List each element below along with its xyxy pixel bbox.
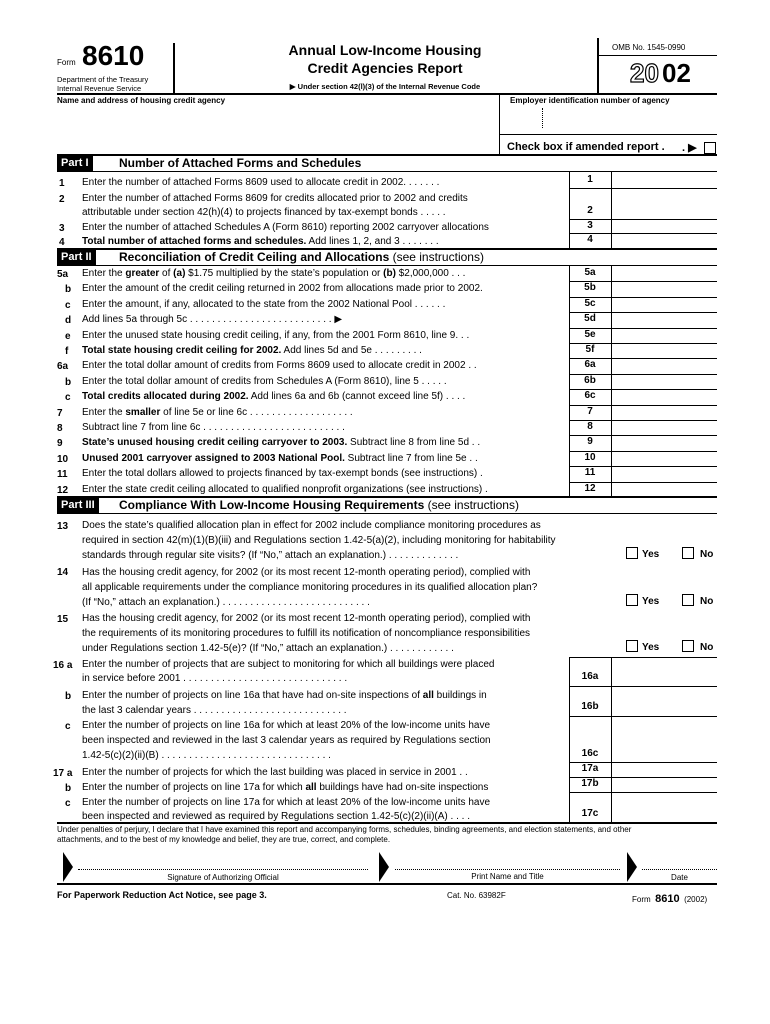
agency-name-label: Name and address of housing credit agency: [57, 96, 226, 105]
part3-tag: Part III: [57, 498, 99, 513]
signature-field[interactable]: [78, 869, 368, 870]
irs-label: Internal Revenue Service: [57, 84, 142, 93]
q13-no-checkbox[interactable]: [682, 547, 694, 559]
print-arrow-icon: [379, 852, 389, 882]
line-17b-entry[interactable]: [612, 778, 717, 792]
line-8-entry[interactable]: [612, 421, 717, 435]
line-label-16c: 16c: [581, 748, 599, 759]
amended-report-checkbox[interactable]: [704, 142, 716, 154]
line-label-5a: 5a: [584, 267, 596, 278]
omb-number: OMB No. 1545-0990: [612, 43, 686, 52]
tax-year-outline: 20: [630, 58, 659, 88]
part2-tag: Part II: [57, 250, 96, 265]
q15-yes-checkbox[interactable]: [626, 640, 638, 652]
line-label-17a: 17a: [581, 763, 599, 774]
line-label-6b: 6b: [584, 375, 596, 386]
form-label: Form: [57, 58, 76, 67]
line-16b-entry[interactable]: [612, 700, 717, 715]
print-name-label: Print Name and Title: [471, 872, 544, 881]
paperwork-notice: For Paperwork Reduction Act Notice, see page 3.: [57, 890, 267, 900]
q15-no-checkbox[interactable]: [682, 640, 694, 652]
agency-name-field[interactable]: [57, 108, 497, 153]
part1-title: Number of Attached Forms and Schedules: [119, 156, 362, 170]
footer-form-id: Form 8610 (2002): [632, 893, 708, 905]
line-label-10: 10: [584, 452, 596, 463]
line-4-entry[interactable]: [612, 234, 717, 248]
sign-here-arrow-icon: [63, 852, 73, 882]
line-label-6c: 6c: [584, 390, 596, 401]
part1-tag: Part I: [57, 156, 93, 171]
line-label-11: 11: [584, 467, 596, 478]
line-10-entry[interactable]: [612, 452, 717, 466]
line-label-3: 3: [587, 220, 593, 231]
line-label-5d: 5d: [584, 313, 596, 324]
line-label-5e: 5e: [584, 329, 596, 340]
part3-title: Compliance With Low-Income Housing Requirements: [119, 498, 425, 512]
line-label-7: 7: [587, 406, 593, 417]
form-number: 8610: [82, 40, 145, 71]
line-label-8: 8: [587, 421, 593, 432]
line-label-9: 9: [587, 436, 593, 447]
date-field[interactable]: [642, 869, 717, 870]
line-5b-entry[interactable]: [612, 282, 717, 296]
dept-treasury: Department of the Treasury: [57, 75, 149, 84]
amended-report-label: Check box if amended report .: [507, 141, 665, 153]
perjury-statement-line2: attachments, and to the best of my knowledge and belief, they are true, correct, and complete.: [57, 835, 391, 844]
part2-title: Reconciliation of Credit Ceiling and Allocations: [119, 250, 390, 264]
arrow-right-icon: . ▶: [682, 142, 697, 154]
line-17a-entry[interactable]: [612, 763, 717, 777]
line-label-4: 4: [587, 234, 593, 245]
line-5c-entry[interactable]: [612, 298, 717, 312]
line-17c-entry[interactable]: [612, 807, 717, 821]
line-label-5b: 5b: [584, 282, 596, 293]
line-6c-entry[interactable]: [612, 390, 717, 404]
line-12-entry[interactable]: [612, 483, 717, 497]
print-name-field[interactable]: [395, 869, 620, 870]
q14-yes-checkbox[interactable]: [626, 594, 638, 606]
line-label-17b: 17b: [581, 778, 599, 789]
perjury-statement-line1: Under penalties of perjury, I declare that I have examined this report and accompanying forms, schedules, binding agreements, and election statements, and other: [57, 825, 632, 834]
line-label-16b: 16b: [581, 701, 599, 712]
line-9-entry[interactable]: [612, 436, 717, 450]
q14-no-checkbox[interactable]: [682, 594, 694, 606]
line-label-5c: 5c: [584, 298, 596, 309]
ein-label: Employer identification number of agency: [510, 96, 670, 105]
line-label-12: 12: [584, 483, 596, 494]
line-11-entry[interactable]: [612, 467, 717, 481]
line-5e-entry[interactable]: [612, 329, 717, 343]
date-arrow-icon: [627, 852, 637, 882]
signature-label: Signature of Authorizing Official: [167, 873, 279, 882]
form-title-line2: Credit Agencies Report: [307, 60, 463, 76]
line-label-1: 1: [587, 174, 593, 185]
line-5a-entry[interactable]: [612, 267, 717, 281]
line-6b-entry[interactable]: [612, 375, 717, 389]
line-1-entry[interactable]: [612, 172, 717, 187]
line-label-5f: 5f: [585, 344, 595, 355]
q13-yes-checkbox[interactable]: [626, 547, 638, 559]
line-2-entry[interactable]: [612, 200, 717, 217]
line-3-entry[interactable]: [612, 220, 717, 233]
line-6a-entry[interactable]: [612, 359, 717, 373]
line-label-16a: 16a: [581, 671, 599, 682]
line-7-entry[interactable]: [612, 406, 717, 420]
line-5d-entry[interactable]: [612, 313, 717, 327]
form-subtitle: ▶ Under section 42(l)(3) of the Internal Revenue Code: [289, 82, 481, 91]
catalog-number: Cat. No. 63982F: [447, 891, 506, 900]
line-label-6a: 6a: [584, 359, 596, 370]
line-label-17c: 17c: [581, 808, 599, 819]
date-label: Date: [671, 873, 688, 882]
line-16a-entry[interactable]: [612, 669, 717, 685]
line-5f-entry[interactable]: [612, 344, 717, 358]
line-label-2: 2: [587, 205, 593, 216]
tax-year-bold: 02: [662, 58, 691, 88]
line-16c-entry[interactable]: [612, 747, 717, 761]
form-title-line1: Annual Low-Income Housing: [288, 42, 482, 58]
